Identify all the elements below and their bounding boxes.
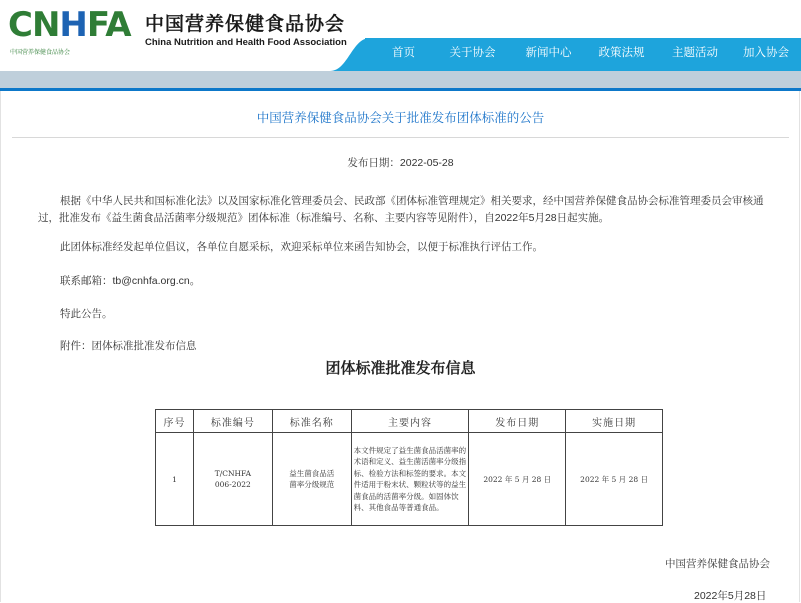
nav-news[interactable]: 新闻中心: [525, 47, 572, 59]
site-logo[interactable]: [8, 5, 131, 45]
title-divider: [12, 137, 789, 138]
cell-code-line2: 006-2022: [214, 480, 251, 489]
publish-date-value: 2022-05-28: [399, 157, 454, 169]
logo-mark: CNHFA: [8, 5, 131, 45]
header-content: 主要内容: [351, 410, 469, 433]
nav-home[interactable]: 首页: [392, 47, 415, 59]
org-name-cn: 中国营养保健食品协会: [145, 13, 346, 35]
org-name: [145, 13, 347, 49]
org-name-en: China Nutrition and Health Food Association: [145, 37, 347, 48]
cell-seq: 1: [156, 433, 194, 526]
publish-date: [0, 155, 801, 170]
cell-publish-date: 2022 年 5 月 28 日: [469, 433, 566, 526]
contact-email[interactable]: 联系邮箱：tb@cnhfa.org.cn。: [60, 275, 201, 287]
article-paragraph-2: 此团体标准经发起单位倡议，各单位自愿采标，欢迎采标单位来函告知协会，以便于标准执行评估工作。: [60, 241, 543, 253]
nav-about[interactable]: 关于协会: [449, 47, 496, 59]
table-row: [156, 433, 663, 526]
article-paragraph-closing: 特此公告。: [60, 308, 113, 320]
signature-org: 中国营养保健食品协会: [665, 558, 770, 570]
header-seq: 序号: [156, 410, 194, 433]
header-publish-date: 发布日期: [469, 410, 566, 433]
cell-code-line1: T/CNHFA: [214, 469, 252, 478]
main-nav: [375, 38, 801, 71]
cell-code: [193, 433, 272, 526]
article-paragraph-1: 根据《中华人民共和国标准化法》以及国家标准化管理委员会、民政部《团体标准管理规定》相关要求，经中国营养保健食品协会标准管理委员会审核通过，批准发布《益生菌食品活菌率分级规范》团体标准（标准编号、名称、主要内容等见附件），自2022年5月28日起实施。: [38, 195, 764, 224]
attachment-title: 团体标准批准发布信息: [325, 359, 476, 377]
header-code: 标准编号: [193, 410, 272, 433]
publish-date-label: 发布日期：: [347, 157, 400, 169]
site-header: [0, 0, 801, 71]
standard-info-table: [155, 409, 663, 526]
nav-events[interactable]: 主题活动: [672, 47, 718, 59]
nav-join[interactable]: 加入协会: [743, 47, 789, 59]
header-name: 标准名称: [272, 410, 351, 433]
logo-subtitle: 中国营养保健食品协会: [10, 50, 71, 56]
nav-policy[interactable]: 政策法规: [598, 47, 645, 59]
article-title: 中国营养保健食品协会关于批准发布团体标准的公告: [256, 111, 545, 125]
attachment-link[interactable]: 附件：团体标准批准发布信息: [60, 340, 197, 352]
table-header-row: [156, 410, 663, 433]
cell-effective-date: 2022 年 5 月 28 日: [566, 433, 663, 526]
cell-name: 益生菌食品活菌率分级规范: [272, 433, 351, 526]
signature-date: 2022年5月28日: [694, 590, 767, 602]
cell-content: 本文件规定了益生菌食品活菌率的术语和定义、益生菌活菌率分级指标、检验方法和标签的要求。本文件适用于粉末状、颗粒状等的益生菌食品的活菌率分级。如固体饮料、其他食品等普通食品。: [351, 433, 469, 526]
header-effective-date: 实施日期: [566, 410, 663, 433]
